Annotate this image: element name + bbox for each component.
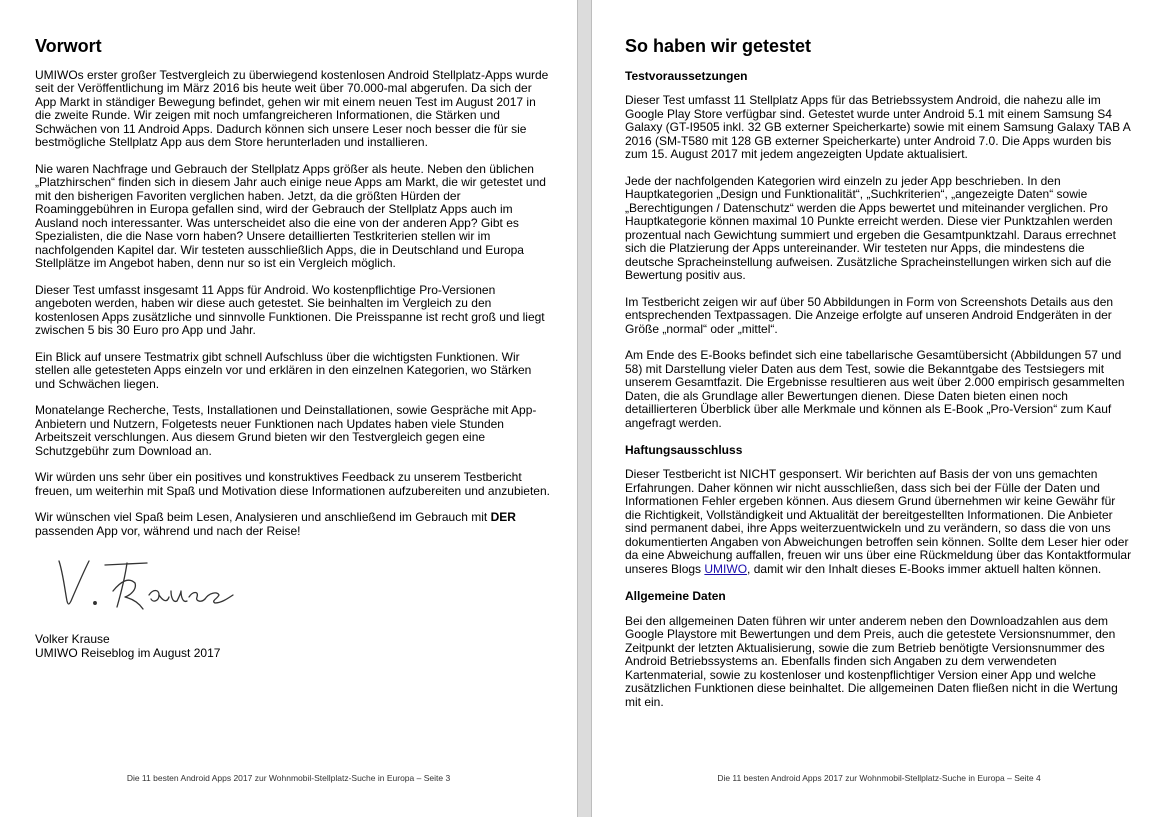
paragraph: Am Ende des E-Books befindet sich eine tabellarische Gesamtübersicht (Abbildungen 57 und 58) mit Darstellung vieler Daten aus dem Test, sowie die Bekanntgabe des Testsiegers mit unserem Gesamtfazit. Die Ergebnisse resultieren aus weit über 2.000 empirisch gesammelten Daten, die als Grundlage aller Bewertungen dienen. Diese Daten bieten einen noch detaillierteren Überblick über alle Merkmale und können als E-Book „Pro-Version“ zum Kauf angefragt werden. <box>625 348 1125 430</box>
page-gutter <box>577 0 592 817</box>
umiwo-link[interactable]: UMIWO <box>704 561 748 576</box>
page-footer: Die 11 besten Android Apps 2017 zur Wohnmobil-Stellplatz-Suche in Europa – Seite 4 <box>717 773 1041 783</box>
disclaimer-text-end: , damit wir den Inhalt dieses E-Books immer aktuell halten können. <box>747 561 1102 576</box>
author-block <box>35 633 551 660</box>
closing-emphasis: DER <box>490 510 516 525</box>
page-left <box>0 0 577 817</box>
paragraph: Jede der nachfolgenden Kategorien wird einzeln zu jeder App beschrieben. In den Hauptkategorien „Design und Funktionalität“, „Suchkriterien“, „angezeigte Daten“ sowie „Berechtigungen / Datenschutz“ werden die Apps bewertet und miteinander verglichen. Pro Hauptkategorie können maximal 10 Punkte erreicht werden. Diese vier Punktzahlen werden prozentual nach Gewichtung summiert und ergeben die Gesamtpunktzahl. Daraus errechnet sich die Platzierung der Apps untereinander. Wir testeten nur Apps, die mindestens die deutsche Spracheinstellung aufweisen. Zusätzliche Spracheinstellungen wirken sich auf die Bewertung positiv aus. <box>625 173 1116 283</box>
author-date: UMIWO Reiseblog im August 2017 <box>35 645 221 660</box>
paragraph: Bei den allgemeinen Daten führen wir unter anderem neben den Downloadzahlen aus dem Google Playstore mit Bewertungen und dem Preis, auch die getestete Versionsnummer, den Zeitpunkt der letzten Aktualisierung, sowie die zum Betrieb benötigte Versionsnummer des Android Betriebssystems an. Ebenfalls finden sich Angaben zu dem verwendeten Kartenmaterial, sowie zu kostenloser und kostenpflichtiger Version einer App und welche zusätzlichen Funktionen diese beinhaltet. Die allgemeinen Daten fließen nicht in die Wertung mit ein. <box>625 613 1118 709</box>
closing-text-end: passenden App vor, während und nach der Reise! <box>35 523 301 538</box>
page-right <box>592 0 1166 817</box>
paragraph: Monatelange Recherche, Tests, Installationen und Deinstallationen, sowie Gespräche mit App-Anbietern und Nutzern, Folgetests neuer Funktionen nach Updates haben viele Stunden Arbeitszeit verschlungen. Aus diesem Grund bieten wir den Testvergleich gegen eine Schutzgebühr zum Download an. <box>35 403 537 458</box>
page-footer: Die 11 besten Android Apps 2017 zur Wohnmobil-Stellplatz-Suche in Europa – Seite 3 <box>126 773 451 783</box>
section-heading-haftungsausschluss: Haftungsausschluss <box>625 443 743 458</box>
paragraph: Nie waren Nachfrage und Gebrauch der Stellplatz Apps größer als heute. Neben den üblichen „Platzhirschen“ finden sich in diesem Jahr auch einige neue Apps am Markt, die wir getestet und mit den bisherigen Favoriten verglichen haben. Jetzt, da die größten Hürden der Roaminggebühren in Europa gefallen sind, wird der Gebrauch der Stellplatz Apps auch im Ausland noch interessanter. Was unterscheidet also die eine von der anderen App? Gibt es Spezialisten, die die Nase vorn haben? Unsere detaillierten Testkriterien stellen wir im nachfolgenden Kapitel dar. Wir testeten ausschließlich Apps, die in Deutschland und Europa Stellplätze im Angebot haben, denn nur so ist ein Vergleich möglich. <box>35 161 546 271</box>
disclaimer-text: Dieser Testbericht ist NICHT gesponsert. Wir berichten auf Basis der von uns gemachten Erfahrungen. Daher können wir nicht ausschließen, dass sich bei der Fülle der Daten und Informationen Fehler ergeben können. Aus diesem Grund übernehmen wir keine Gewähr für die Richtigkeit, Vollständigkeit und Aktualität der bereitgestellten Informationen. Die Anbieter sind permanent dabei, ihre Apps weiterzuentwickeln und zu verändern, so dass die von uns dokumentierten Angaben von Abweichungen betroffen sein können. Sollte dem Leser hier oder da eine Abweichung auffallen, freuen wir uns über eine Rückmeldung über das Kontaktformular unseres Blogs <box>625 467 1132 576</box>
section-heading-allgemeine-daten: Allgemeine Daten <box>625 589 726 604</box>
paragraph: UMIWOs erster großer Testvergleich zu überwiegend kostenlosen Android Stellplatz-Apps wurde seit der Veröffentlichung im März 2016 bis heute weit über 70.000-mal abgerufen. Da sich der App Markt in ständiger Bewegung befindet, gehen wir mit einem neuen Test im August 2017 in die zweite Runde. Wir zeigen mit noch umfangreicheren Informationen, die Stärken und Schwächen von 11 Android Apps. Dadurch können sich unsere Leser noch besser die für sie bestmögliche Stellplatz App aus dem Store herunterladen und installieren. <box>35 67 549 150</box>
paragraph: Im Testbericht zeigen wir auf über 50 Abbildungen in Form von Screenshots Details aus den entsprechenden Textpassagen. Die Anzeige erfolgte auf unseren Android Endgeräten in der Größe „normal“ oder „mittel“. <box>625 294 1114 336</box>
section-heading-testvoraussetzungen: Testvoraussetzungen <box>625 68 748 83</box>
closing-paragraph <box>35 511 551 538</box>
paragraph: Wir würden uns sehr über ein positives und konstruktives Feedback zu unserem Testbericht freuen, um weiterhin mit Spaß und Motivation diese Informationen aufzubereiten und anzubieten. <box>35 470 550 498</box>
page-title: Vorwort <box>35 36 102 56</box>
closing-text: Wir wünschen viel Spaß beim Lesen, Analysieren und anschließend im Gebrauch mit <box>35 510 491 525</box>
page-left-content <box>35 36 551 660</box>
paragraph: Dieser Test umfasst insgesamt 11 Apps für Android. Wo kostenpflichtige Pro-Versionen angeboten werden, haben wir diese auch getestet. Sie beinhalten im Vergleich zu den kostenlosen Apps zusätzliche und sinnvolle Funktionen. Die Preisspanne ist recht groß und liegt zwischen 5 bis 30 Euro pro App und Jahr. <box>35 282 545 338</box>
paragraph: Ein Blick auf unsere Testmatrix gibt schnell Aufschluss über die wichtigsten Funktionen. Wir stellen alle getesteten Apps einzeln vor und erklären in den einzelnen Kategorien, wo Stärken und Schwächen liegen. <box>35 349 532 391</box>
paragraph: Dieser Test umfasst 11 Stellplatz Apps für das Betriebssystem Android, die nahezu alle im Google Play Store verfügbar sind. Getestet wurde unter Android 5.1 mit einem Samsung S4 Galaxy (GT-I9505 inkl. 32 GB externer Speicherkarte) sowie mit einem Samsung Galaxy TAB A 2016 (SM-T580 mit 128 GB externer Speicherkarte) unter Android 7.0. Die Apps wurden bis zum 15. August 2017 mit jedem angezeigten Update aktualisiert. <box>625 93 1131 162</box>
page-right-content <box>625 36 1132 722</box>
author-name: Volker Krause <box>35 632 110 647</box>
page-title: So haben wir getestet <box>625 36 812 56</box>
signature-image <box>55 551 551 617</box>
disclaimer-paragraph <box>625 468 1132 576</box>
